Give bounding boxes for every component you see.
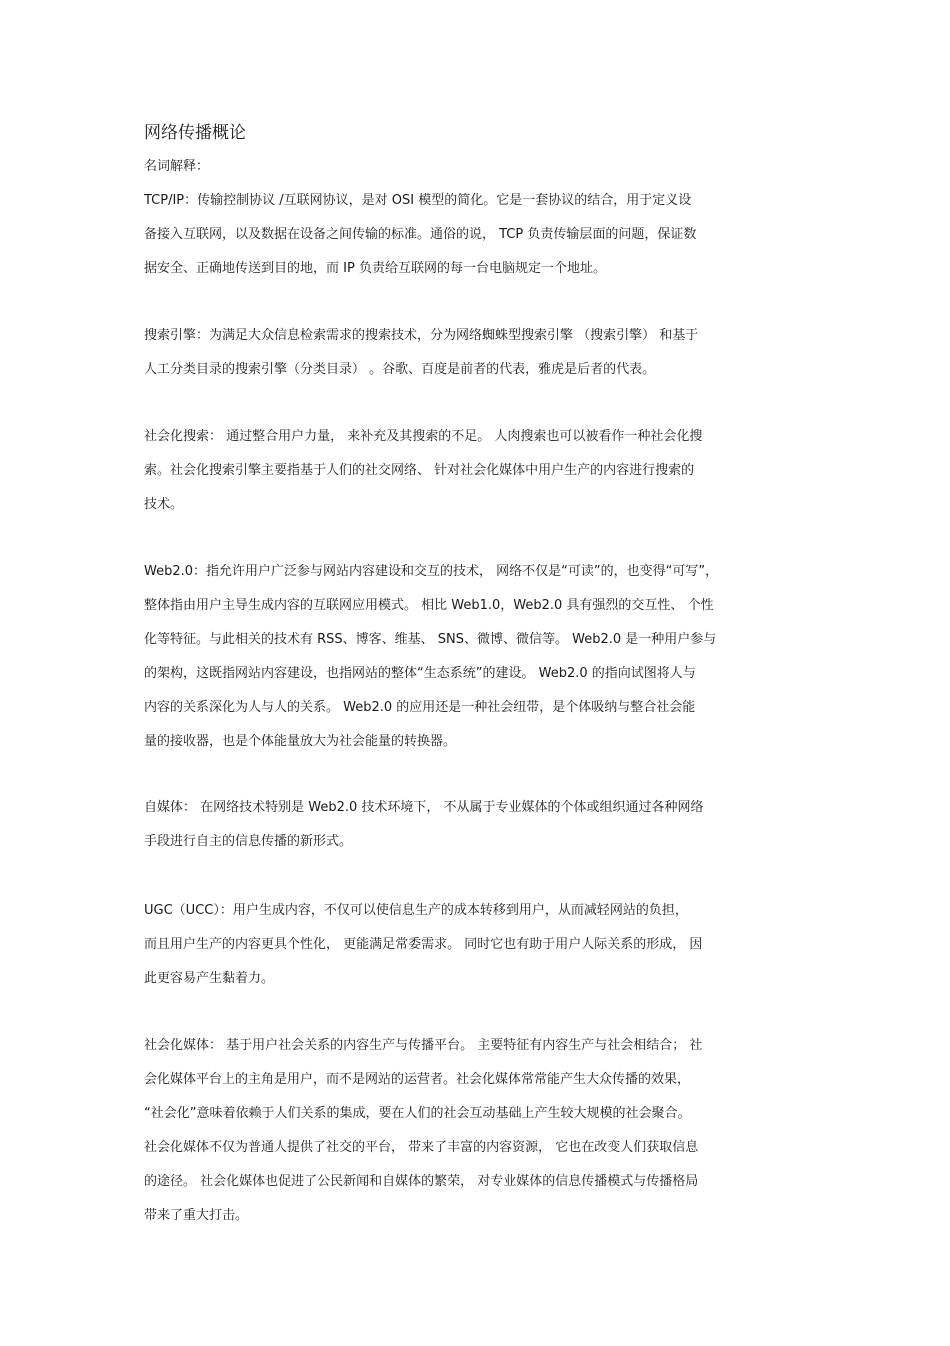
- text-line: 的途径。 社会化媒体也促进了公民新闻和自媒体的繁荣， 对专业媒体的信息传播模式与传播格局: [144, 1174, 699, 1189]
- text-line: 化等特征。与此相关的技术有 RSS、博客、维基、 SNS、微博、微信等。 Web2.0 是一种用户参与: [144, 632, 717, 647]
- text-line: UGC（UCC）：用户生成内容，不仅可以使信息生产的成本转移到用户，从而减轻网站的负担，: [144, 903, 688, 918]
- text-line: 据安全、正确地传送到目的地，而 IP 负责给互联网的每一台电脑规定一个地址。: [144, 261, 606, 276]
- paragraph-we-media: [144, 798, 809, 866]
- text-line: 备接入互联网，以及数据在设备之间传输的标准。通俗的说， TCP 负责传输层面的问题，保证数: [144, 227, 697, 242]
- text-line: 的架构，这既指网站内容建设，也指网站的整体“生态系统”的建设。 Web2.0 的指向试图将人与: [144, 666, 696, 681]
- paragraph-ugc: [144, 901, 809, 1003]
- text-line: 内容的关系深化为人与人的关系。 Web2.0 的应用还是一种社会纽带，是个体吸纳与整合社会能: [144, 700, 696, 715]
- text-line: 技术。: [144, 497, 184, 512]
- text-line: TCP/IP：传输控制协议 /互联网协议，是对 OSI 模型的简化。它是一套协议的结合，用于定义设: [144, 193, 692, 208]
- text-line: 量的接收器，也是个体能量放大为社会能量的转换器。: [144, 734, 457, 749]
- text-line: 索。社会化搜索引擎主要指基于人们的社交网络、 针对社会化媒体中用户生产的内容进行搜索的: [144, 463, 695, 478]
- text-line: 自媒体： 在网络技术特别是 Web2.0 技术环境下， 不从属于专业媒体的个体或组织通过各种网络: [144, 800, 704, 815]
- text-line: 搜索引擎：为满足大众信息检索需求的搜索技术，分为网络蜘蛛型搜索引擎 （搜索引擎） 和基于: [144, 328, 699, 343]
- paragraph-tcp-ip: [144, 191, 809, 293]
- text-line: 社会化媒体： 基于用户社会关系的内容生产与传播平台。 主要特征有内容生产与社会相结合； 社: [144, 1038, 703, 1053]
- text-line: “社会化”意味着依赖于人们关系的集成，要在人们的社会互动基础上产生较大规模的社会聚合。: [144, 1106, 691, 1121]
- text-line: 此更容易产生黏着力。: [144, 971, 275, 986]
- text-line: 会化媒体平台上的主角是用户，而不是网站的运营者。社会化媒体常常能产生大众传播的效果，: [144, 1072, 691, 1087]
- text-line: Web2.0：指允许用户广泛参与网站内容建设和交互的技术， 网络不仅是“可读”的，也变得“可写”，: [144, 564, 719, 579]
- text-line: 带来了重大打击。: [144, 1208, 249, 1223]
- document-title: 网络传播概论: [144, 123, 246, 143]
- text-line: 人工分类目录的搜索引擎（分类目录） 。谷歌、百度是前者的代表，雅虎是后者的代表。: [144, 362, 656, 377]
- paragraph-social-search: [144, 427, 809, 529]
- text-line: 手段进行自主的信息传播的新形式。: [144, 834, 353, 849]
- section-heading: 名词解释：: [144, 159, 210, 174]
- text-line: 整体指由用户主导生成内容的互联网应用模式。 相比 Web1.0，Web2.0 具有强烈的交互性、 个性: [144, 598, 714, 613]
- text-line: 社会化搜索： 通过整合用户力量， 来补充及其搜索的不足。 人肉搜索也可以被看作一种社会化搜: [144, 429, 703, 444]
- paragraph-search-engine: [144, 326, 809, 394]
- paragraph-web2: [144, 562, 809, 766]
- text-line: 而且用户生产的内容更具个性化， 更能满足常委需求。 同时它也有助于用户人际关系的形成， 因: [144, 937, 703, 952]
- text-line: 社会化媒体不仅为普通人提供了社交的平台， 带来了丰富的内容资源， 它也在改变人们获取信息: [144, 1140, 699, 1155]
- paragraph-social-media: [144, 1036, 809, 1240]
